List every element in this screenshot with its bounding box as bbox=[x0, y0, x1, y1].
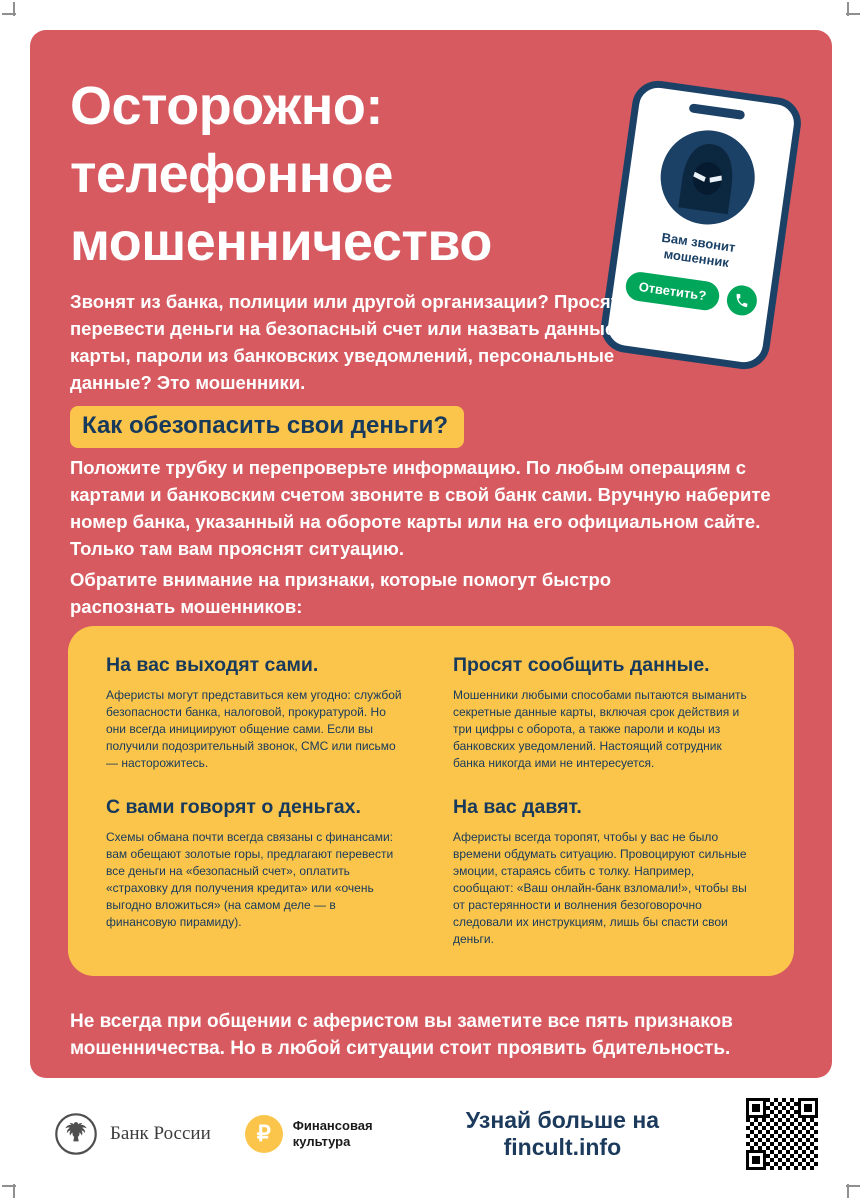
bank-of-russia-emblem-icon bbox=[54, 1112, 98, 1156]
cta-text: Узнай больше на fincult.info bbox=[465, 1107, 660, 1160]
outro-paragraph: Не всегда при общении с аферистом вы заметите все пять признаков мошенничества. Но в любой ситуации стоит проявить бдительность. bbox=[70, 1011, 733, 1059]
intro-paragraph: Звонят из банка, полиции или другой организации? Просят перевести деньги на безопасный счет или назвать данные карты, пароли из банковских уведомлений, персональные данные? Это мошенники. bbox=[70, 291, 620, 393]
sign-card-title: На вас выходят сами. bbox=[106, 654, 319, 676]
hooded-scammer-icon bbox=[653, 123, 761, 231]
qr-code bbox=[746, 1098, 818, 1170]
signs-panel bbox=[68, 626, 794, 976]
section-heading-highlight: Как обезопасить свои деньги? bbox=[70, 406, 464, 448]
page-title bbox=[70, 72, 492, 276]
crop-mark bbox=[847, 2, 849, 16]
page-title-line: мошенничество bbox=[70, 212, 492, 272]
crop-mark bbox=[847, 1184, 849, 1198]
phone-illustration bbox=[598, 78, 804, 373]
signs-intro-paragraph: Обратите внимание на признаки, которые помогут быстро распознать мошенников: bbox=[70, 569, 612, 617]
answer-row bbox=[612, 268, 771, 319]
crop-mark bbox=[13, 2, 15, 16]
phone-handset-icon bbox=[733, 291, 751, 309]
sign-card-title: Просят сообщить данные. bbox=[453, 654, 710, 676]
sign-card-text: Аферисты всегда торопят, чтобы у вас не было времени обдумать ситуацию. Провоцируют сильные эмоции, стараясь сбить с толку. Например, сообщают: «Ваш онлайн-банк взломали!», чтобы вы от растерянности и волнения безоговорочно следовали их инструкциям, лишь бы спасти свои деньги. bbox=[453, 830, 747, 946]
phone-notch bbox=[689, 103, 746, 120]
fincult-logo bbox=[245, 1115, 379, 1153]
sign-card-text: Аферисты могут представиться кем угодно: службой безопасности банка, налоговой, прокуратурой. Но они всегда инициируют общение сами. Если вы получили подозрительный звонок, СМС или письмо — насторожитесь. bbox=[106, 688, 402, 770]
ruble-sign-icon: ₽ bbox=[245, 1115, 283, 1153]
crop-mark bbox=[13, 1184, 15, 1198]
bank-of-russia-label: Банк России bbox=[110, 1123, 211, 1144]
caller-label: Вам звонит мошенник bbox=[660, 229, 737, 271]
accept-call-button[interactable] bbox=[725, 283, 759, 317]
page-title-line: Осторожно: bbox=[70, 76, 383, 136]
bank-of-russia-logo bbox=[54, 1112, 211, 1156]
sign-card-title: С вами говорят о деньгах. bbox=[106, 796, 361, 818]
qr-finder-pattern bbox=[798, 1098, 818, 1118]
sign-card-talk-money bbox=[106, 796, 409, 950]
qr-finder-pattern bbox=[746, 1098, 766, 1118]
sign-card-pressure bbox=[453, 796, 756, 950]
sign-card-text: Схемы обмана почти всегда связаны с финансами: вам обещают золотые горы, предлагают перевести все деньги на «безопасный счет», оплатить «страховку для получения кредита» или «очень выгодно вложиться» (на самом деле — в финансовую пирамиду). bbox=[106, 830, 394, 929]
page-title-line: телефонное bbox=[70, 144, 393, 204]
sign-card-text: Мошенники любыми способами пытаются выманить секретные данные карты, включая срок действия и три цифры с оборота, а также пароли и коды из банковских уведомлений. Настоящий сотрудник банка никогда ими не интересуется. bbox=[453, 688, 747, 770]
fincult-label: Финансовая культура bbox=[292, 1118, 373, 1149]
qr-finder-pattern bbox=[746, 1150, 766, 1170]
sign-card-ask-data bbox=[453, 654, 756, 774]
poster-red-panel bbox=[30, 30, 832, 1078]
sign-card-title: На вас давят. bbox=[453, 796, 582, 818]
sign-card-contact-you bbox=[106, 654, 409, 774]
advice-paragraph: Положите трубку и перепроверьте информацию. По любым операциям с картами и банковским счетом звоните в свой банк сами. Вручную наберите номер банка, указанный на обороте карты или на его официальном сайте. Только там вам прояснят ситуацию. bbox=[70, 457, 771, 559]
answer-button[interactable]: Ответить? bbox=[624, 270, 721, 312]
footer bbox=[30, 1092, 832, 1176]
